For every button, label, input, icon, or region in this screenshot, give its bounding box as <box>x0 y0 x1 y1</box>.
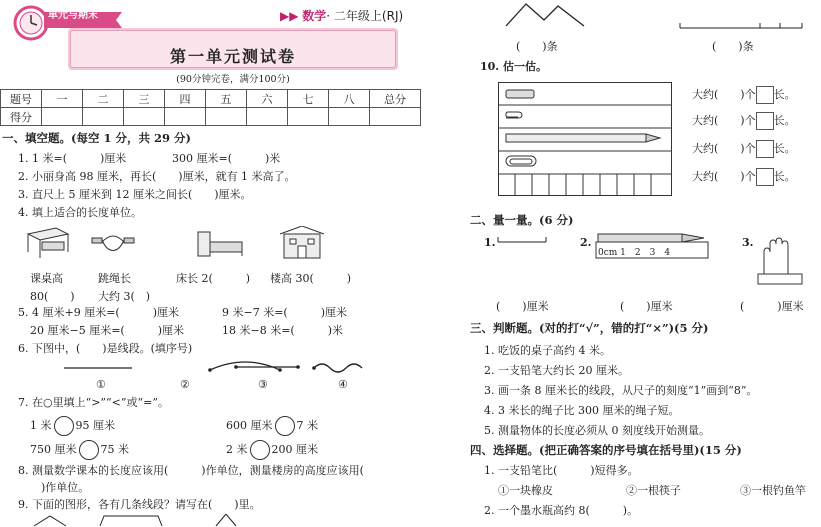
zigzag-figure <box>500 0 590 30</box>
estimate-row-2: 大约( )个 长。 <box>692 112 796 130</box>
count-answer-2: ( )条 <box>712 40 754 53</box>
choice-question-1: 1. 一支铅笔比( )短得多。 <box>484 464 639 477</box>
unit-box[interactable] <box>756 168 774 186</box>
score-table-header-row <box>1 90 421 108</box>
q4-rope-answer: 大约 3( ) <box>98 290 151 303</box>
choice-question-2: 2. 一个墨水瓶高约 8( )。 <box>484 504 639 517</box>
table-cell: 得分 <box>1 108 42 126</box>
q9-shapes-partial <box>30 514 250 527</box>
table-cell: 三 <box>124 90 165 108</box>
score-table <box>0 89 421 126</box>
ruler-label: 0cm 1 2 3 4 <box>598 248 671 258</box>
compare-item-2: 600 厘米 7 米 <box>226 416 318 436</box>
q4-label-building: 楼高 30( ) <box>270 272 352 285</box>
question-5d: 18 米−8 米=( )米 <box>222 324 344 337</box>
table-cell: 四 <box>165 90 206 108</box>
q4-desk-answer: 80( ) <box>30 290 75 303</box>
question-5c: 20 厘米−5 厘米=( )厘米 <box>30 324 185 337</box>
choice-option-2: ②一根筷子 <box>626 484 681 497</box>
question-4: 4. 填上适合的长度单位。 <box>18 206 142 219</box>
score-entry[interactable] <box>370 108 421 126</box>
score-entry[interactable] <box>247 108 288 126</box>
question-7: 7. 在○里填上“>”“<”或“=”。 <box>18 396 169 409</box>
unit-box[interactable] <box>756 86 774 104</box>
question-6: 6. 下图中，( )是线段。(填序号) <box>18 342 193 355</box>
compare-circle[interactable] <box>275 416 295 436</box>
question-8a: 8. 测量数学课本的长度应该用( )作单位，测量楼房的高度应该用( <box>18 464 364 477</box>
score-entry[interactable] <box>42 108 83 126</box>
building-picture <box>278 226 328 260</box>
judge-item-1: 1. 吃饭的桌子高约 4 米。 <box>484 344 611 357</box>
page-subtitle: (90分钟完卷，满分100分) <box>176 74 290 85</box>
question-1a: 1. 1 米=( )厘米 <box>18 152 127 165</box>
table-cell: 一 <box>42 90 83 108</box>
unit-badge-label: 单元与期末 <box>48 10 98 21</box>
unit-box[interactable] <box>756 140 774 158</box>
compare-circle[interactable] <box>54 416 74 436</box>
unit-box[interactable] <box>756 112 774 130</box>
ticked-line-figure <box>676 22 806 34</box>
subject-tag <box>280 7 403 24</box>
figure-mark-4: ④ <box>338 378 348 391</box>
q4-label-rope: 跳绳长 <box>98 272 131 285</box>
choice-option-3: ③一根钓鱼竿 <box>740 484 806 497</box>
measure-answer-1: ( )厘米 <box>496 300 549 313</box>
score-entry[interactable] <box>206 108 247 126</box>
estimate-row-3: 大约( )个 长。 <box>692 140 796 158</box>
play-arrows-icon: ▶▶ <box>280 9 303 23</box>
question-5b: 9 米−7 米=( )厘米 <box>222 306 348 319</box>
score-entry[interactable] <box>288 108 329 126</box>
line-figures <box>60 356 370 376</box>
table-cell: 六 <box>247 90 288 108</box>
grade-label: · 二年级上(RJ) <box>326 9 404 23</box>
measure-segment <box>496 236 550 246</box>
judge-item-2: 2. 一支铅笔大约长 20 厘米。 <box>484 364 629 377</box>
figure-mark-3: ③ <box>258 378 268 391</box>
desk-picture <box>26 226 70 260</box>
hand-on-ruler <box>754 236 804 286</box>
section-4-heading: 四、选择题。(把正确答案的序号填在括号里)(15 分) <box>470 443 742 457</box>
section-1-heading: 一、填空题。(每空 1 分，共 29 分) <box>2 131 191 145</box>
compare-item-1: 1 米 95 厘米 <box>30 416 115 436</box>
question-10: 10. 估一估。 <box>480 60 547 73</box>
compare-item-4: 2 米 200 厘米 <box>226 440 318 460</box>
estimate-row-4: 大约( )个 长。 <box>692 168 796 186</box>
subject-name: 数学 <box>302 9 327 23</box>
measure-answer-2: ( )厘米 <box>620 300 673 313</box>
question-8b: )作单位。 <box>30 481 90 494</box>
score-entry[interactable] <box>329 108 370 126</box>
compare-item-3: 750 厘米 75 米 <box>30 440 129 460</box>
estimate-grid <box>498 82 672 196</box>
measure-mark-1: 1. <box>484 236 496 249</box>
section-3-heading: 三、判断题。(对的打“√”，错的打“×”)(5 分) <box>470 321 709 335</box>
figure-mark-2: ② <box>180 378 190 391</box>
judge-item-5: 5. 测量物体的长度必须从 0 刻度线开始测量。 <box>484 424 710 437</box>
judge-item-4: 4. 3 米长的绳子比 300 厘米的绳子短。 <box>484 404 680 417</box>
compare-circle[interactable] <box>79 440 99 460</box>
table-cell: 总分 <box>370 90 421 108</box>
question-2: 2. 小丽身高 98 厘米，再长( )厘米，就有 1 米高了。 <box>18 170 296 183</box>
table-cell: 题号 <box>1 90 42 108</box>
measure-answer-3: ( )厘米 <box>740 300 804 313</box>
bed-picture <box>196 228 246 260</box>
q4-label-bed: 床长 2( ) <box>176 272 251 285</box>
figure-mark-1: ① <box>96 378 106 391</box>
choice-option-1: ①一块橡皮 <box>498 484 553 497</box>
q4-label-desk: 课桌高 <box>30 272 63 285</box>
measure-mark-3: 3. <box>742 236 754 249</box>
table-cell: 七 <box>288 90 329 108</box>
table-cell: 五 <box>206 90 247 108</box>
question-1b: 300 厘米=( )米 <box>172 152 281 165</box>
estimate-row-1: 大约( )个 长。 <box>692 86 796 104</box>
measure-mark-2: 2. <box>580 236 592 249</box>
count-answer-1: ( )条 <box>516 40 558 53</box>
question-9: 9. 下面的图形，各有几条线段？请写在( )里。 <box>18 498 261 511</box>
jump-rope-picture <box>90 232 136 258</box>
score-entry[interactable] <box>83 108 124 126</box>
score-table-score-row <box>1 108 421 126</box>
compare-circle[interactable] <box>250 440 270 460</box>
judge-item-3: 3. 画一条 8 厘米长的线段，从尺子的刻度“1”画到“8”。 <box>484 384 758 397</box>
score-entry[interactable] <box>124 108 165 126</box>
page-title: 第一单元测试卷 <box>169 47 296 66</box>
score-entry[interactable] <box>165 108 206 126</box>
table-cell: 二 <box>83 90 124 108</box>
question-3: 3. 直尺上 5 厘米到 12 厘米之间长( )厘米。 <box>18 188 252 201</box>
question-5a: 5. 4 厘米+9 厘米=( )厘米 <box>18 306 179 319</box>
section-2-heading: 二、量一量。(6 分) <box>470 213 574 227</box>
table-cell: 八 <box>329 90 370 108</box>
segment-figure <box>232 362 302 372</box>
